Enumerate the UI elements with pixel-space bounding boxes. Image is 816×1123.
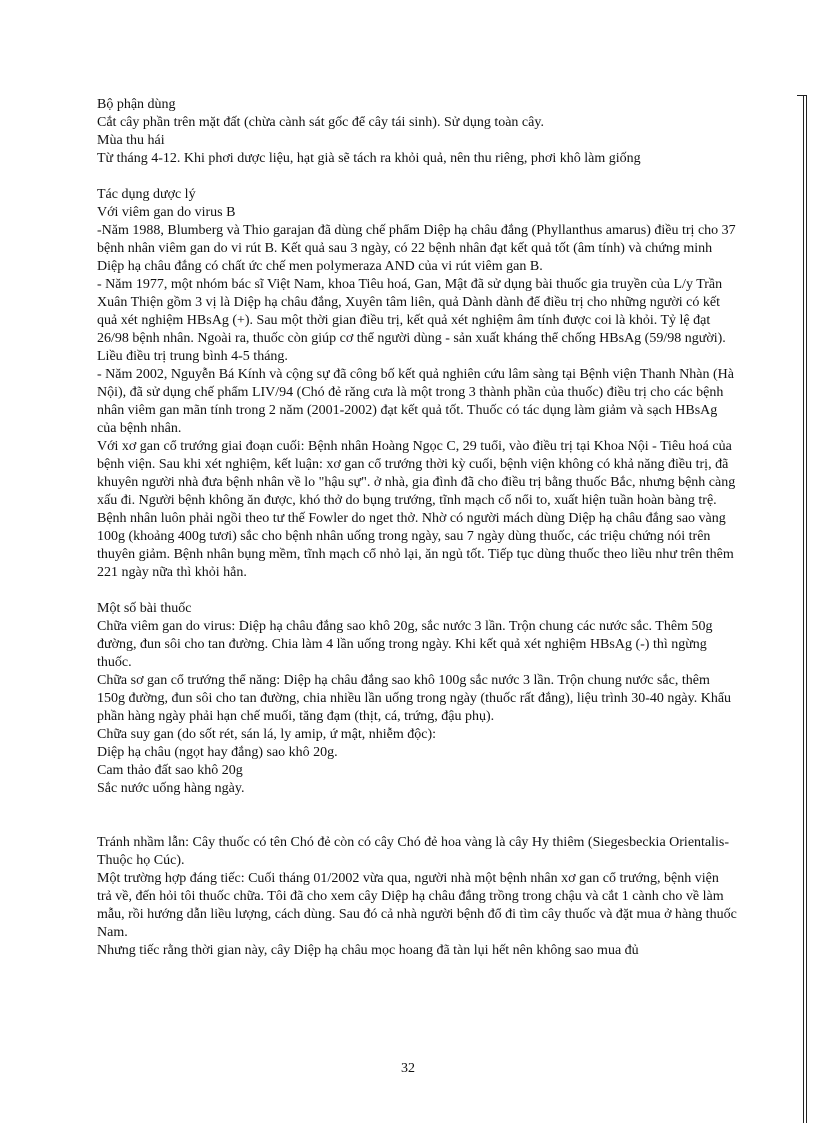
subheading-hepatitis-b: Với viêm gan do virus B bbox=[97, 205, 236, 220]
page-border-right-outer bbox=[806, 95, 807, 1123]
paragraph-harvest-season: Từ tháng 4-12. Khi phơi dược liệu, hạt già sẽ tách ra khỏi quả, nên thu riêng, phơi khô làm giống bbox=[97, 151, 641, 166]
heading-harvest-season: Mùa thu hái bbox=[97, 133, 165, 148]
paragraph-avoid-confusion: Tránh nhầm lẫn: Cây thuốc có tên Chó đẻ còn có cây Chó đẻ hoa vàng là cây Hy thiêm (Siegesbeckia Orientalis- Thuộc họ Cúc). bbox=[97, 835, 730, 868]
paragraph-remedy-cirrhosis: Chữa sơ gan cổ trướng thể năng: Diệp hạ châu đắng sao khô 100g sắc nước 3 lần. Trộn chung nước sắc, thêm 150g đường, đun sôi cho tan đường, chia nhiều lần uống trong ngày (thuốc rất đắng), liệu trình 30-40 ngày. Khẩu phần hàng ngày phải hạn chế muối, tăng đạm (thịt, cá, trứng, đậu phụ). bbox=[97, 673, 732, 724]
heading-remedies: Một số bài thuốc bbox=[97, 601, 192, 616]
paragraph-1988-study: -Năm 1988, Blumberg và Thio garajan đã dùng chế phẩm Diệp hạ châu đắng (Phyllanthus amarus) điều trị cho 37 bệnh nhân viêm gan do vi rút B. Kết quả sau 3 ngày, có 22 bệnh nhân đạt kết quả tốt (âm tính) và chứng minh Diệp hạ châu đắng có chất ức chế men polymeraza AND của vi rút viêm gan B. bbox=[97, 223, 736, 274]
paragraph-remedy-liver-failure: Chữa suy gan (do sốt rét, sán lá, ly amip, ứ mật, nhiễm độc): bbox=[97, 727, 437, 742]
page-number: 32 bbox=[401, 1061, 415, 1076]
blank-line bbox=[97, 816, 737, 834]
paragraph-continuation: Nhưng tiếc rằng thời gian này, cây Diệp hạ châu mọc hoang đã tàn lụi hết nên không sao mua đủ bbox=[97, 943, 639, 958]
blank-line bbox=[97, 798, 737, 816]
paragraph-remedy-hepatitis: Chữa viêm gan do virus: Diệp hạ châu đắng sao khô 20g, sắc nước 3 lần. Trộn chung các nước sắc. Thêm 50g đường, đun sôi cho tan đường. Chia làm 4 lần uống trong ngày. Khi kết quả xét nghiệm HBsAg (-) thì ngừng thuốc. bbox=[97, 619, 713, 670]
page-border-right-inner bbox=[803, 95, 804, 1123]
paragraph-cirrhosis-case: Với xơ gan cổ trướng giai đoạn cuối: Bệnh nhân Hoàng Ngọc C, 29 tuổi, vào điều trị tại Khoa Nội - Tiêu hoá của bệnh viện. Sau khi xét nghiệm, kết luận: xơ gan cổ trướng thời kỳ cuối, bệnh viện không có khả năng điều trị, đã khuyên người nhà đưa bệnh nhân về lo "hậu sự". ở nhà, gia đình đã cho điều trị bằng thuốc Bắc, nhưng bệnh càng xấu đi. Người bệnh không ăn được, khó thở do bụng trướng, tĩnh mạch cổ nổi to, xuất hiện tuần hoàn bàng trệ. Bệnh nhân luôn phải ngồi theo tư thế Fowler do nget thở. Nhờ có người mách dùng Diệp hạ châu đắng sao vàng 100g (khoảng 400g tươi) sắc cho bệnh nhân uống trong ngày, sau 7 ngày dùng thuốc, các triệu chứng nói trên thuyên giảm. Bệnh nhân bụng mềm, tĩnh mạch cổ nhỏ lại, ăn ngủ tốt. Tiếp tục dùng thuốc theo liều như trên thêm 221 ngày nữa thì khỏi hẳn. bbox=[97, 439, 736, 580]
blank-line bbox=[97, 168, 737, 186]
heading-pharmacology: Tác dụng dược lý bbox=[97, 187, 196, 202]
remedy-instruction: Sắc nước uống hàng ngày. bbox=[97, 781, 245, 796]
paragraph-1977-study: - Năm 1977, một nhóm bác sĩ Việt Nam, khoa Tiêu hoá, Gan, Mật đã sử dụng bài thuốc gia truyền của L/y Trần Xuân Thiện gồm 3 vị là Diệp hạ châu đắng, Xuyên tâm liên, quả Dành dành để điều trị cho những người có kết quả xét nghiệm HBsAg (+). Sau một thời gian điều trị, kết quả xét nghiệm âm tính được coi là khỏi. Tỷ lệ đạt 26/98 bệnh nhân. Ngoài ra, thuốc còn giúp cơ thể người dùng - sản xuất kháng thể chống HBsAg (59/98 người). Liều điều trị trung bình 4-5 tháng. bbox=[97, 277, 726, 364]
page-body bbox=[97, 96, 737, 960]
remedy-ingredient-2: Cam thảo đất sao khô 20g bbox=[97, 763, 243, 778]
paragraph-2002-study: - Năm 2002, Nguyễn Bá Kính và cộng sự đã công bố kết quả nghiên cứu lâm sàng tại Bệnh viện Thanh Nhàn (Hà Nội), đã sử dụng chế phẩm LIV/94 (Chó đẻ răng cưa là một trong 3 thành phần của thuốc) điều trị cho các bệnh nhân viêm gan mãn tính trong 2 năm (2001-2002) đạt kết quả tốt. Thuốc có tác dụng làm giảm và sạch HBsAg của bệnh nhân. bbox=[97, 367, 734, 436]
heading-parts-used: Bộ phận dùng bbox=[97, 97, 176, 112]
paragraph-unfortunate-case: Một trường hợp đáng tiếc: Cuối tháng 01/2002 vừa qua, người nhà một bệnh nhân xơ gan cổ trướng, bệnh viện trả về, đến hỏi tôi thuốc chữa. Tôi đã cho xem cây Diệp hạ châu đắng trồng trong chậu và cắt 1 cành cho về làm mẫu, rồi hướng dẫn liều lượng, cách dùng. Sau đó cả nhà người bệnh đổ đi tìm cây thuốc và đặt mua ở hàng thuốc Nam. bbox=[97, 871, 737, 940]
paragraph-parts-used: Cắt cây phần trên mặt đất (chừa cành sát gốc để cây tái sinh). Sử dụng toàn cây. bbox=[97, 115, 544, 130]
blank-line bbox=[97, 582, 737, 600]
remedy-ingredient-1: Diệp hạ châu (ngọt hay đắng) sao khô 20g. bbox=[97, 745, 338, 760]
